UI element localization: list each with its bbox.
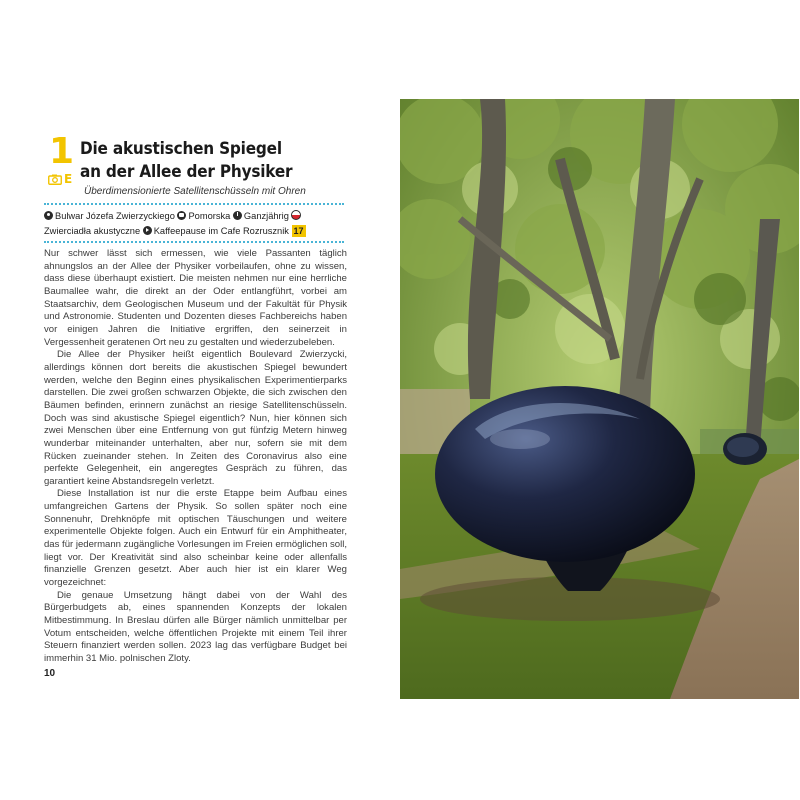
location-pin-icon bbox=[44, 211, 53, 220]
polish-flag-icon bbox=[291, 210, 301, 220]
chapter-number: 1 bbox=[49, 131, 75, 172]
paragraph-3: Diese Installation ist nur die erste Etappe beim Aufbau eines umfangreichen Gartens der Physik. So sollen später noch eine Sonnenuhr, Drehknöpfe mit optischen Täuschungen und weitere experimentelle Objekte folgen. Auch ein Entwurf für ein Amphitheater, das für jedermann zugängliche Vorlesungen im Freien ermöglichen soll, liegt vor. Der Kreativität sind also scheinbar keine oder allenfalls finanzielle Grenzen gesetzt. Aber auch hier ist ein klarer Weg vorgezeichnet: bbox=[44, 488, 348, 589]
photo-acoustic-mirror bbox=[400, 99, 799, 699]
info-polish-name-1: Zwierciadła bbox=[44, 226, 92, 236]
paragraph-1: Nur schwer lässt sich ermessen, wie viele Passanten täglich ahnungslos an der Allee der Physiker vorbeilaufen, ohne zu wissen, dass diese überhaupt existiert. Die meisten nehmen nur eine herrliche Baumallee wahr, die direkt an der Oder entlangführt, vorbei am Staatsarchiv, dem Geologischen Museum und der Fakultät für Physik und Astronomie. Studenten und Dozenten dieses Fachbereichs haben vor einigen Jahren die Initiative ergriffen, den seinerzeit in Vergessenheit geratenen Ort neu zu gestalten und wiederzubeleben. bbox=[44, 248, 347, 348]
coffee-break-icon bbox=[143, 226, 152, 235]
page-number: 10 bbox=[44, 668, 56, 679]
coffee-ref-badge: 17 bbox=[293, 226, 304, 236]
info-polish-name-2: akustyczne bbox=[93, 226, 141, 236]
divider-top bbox=[44, 203, 344, 205]
tram-icon bbox=[177, 211, 186, 220]
paragraph-4: Die genaue Umsetzung hängt dabei von der Wahl des Bürgerbudgets ab, eines spannenden Konzepts der lokalen Mitbestimmung. In Breslau dürfen alle Bürger nämlich unmittelbar per Votum entscheiden, welche öffentlichen Projekte mit einem Teil ihrer Steuern finanziert werden sollen. 2023 lag das verfügbare Budget bei immerhin 31 Mio. polnischen Zloty. bbox=[44, 589, 347, 664]
info-coffee: Kaffeepause im Cafe Rozrusznik bbox=[153, 226, 289, 236]
info-block bbox=[44, 209, 346, 239]
title-line-1: Die akustischen Spiegel bbox=[80, 139, 282, 159]
camera-icon bbox=[48, 174, 62, 185]
info-tram-stop: Pomorska bbox=[188, 211, 231, 221]
info-address: Bulwar Józefa Zwierzyckiego bbox=[55, 211, 175, 221]
divider-bottom bbox=[44, 241, 344, 243]
chapter-meta bbox=[48, 172, 72, 186]
difficulty-letter: E bbox=[64, 172, 73, 186]
info-hours: Ganzjährig bbox=[243, 211, 289, 221]
paragraph-2: Die Allee der Physiker heißt eigentlich Boulevard Zwierzycki, allerdings können dort bereits die akustischen Spiegel bewundert werden, welche den Beginn eines physikalischen Experimentierparks darstellen. Die zwei großen schwarzen Objekte, die sich zwischen den Bäumen befinden, erinnern zunächst an riesige Satellitenschüsseln. Doch was sind akustische Spiegel eigentlich? Nun, hier können sich zwei Menschen über eine Entfernung von gut fünfzig Metern hinweg wunderbar miteinander unterhalten, aber nur, sofern sie mit dem Rücken zueinander stehen. In Zeiten des Coronavirus also eine perfekte Gelegenheit, ein angeregtes Gespräch zu führen, das garantiert keine Abstandsregeln verletzt. bbox=[44, 349, 347, 487]
chapter-title bbox=[80, 138, 380, 184]
body-text bbox=[44, 248, 347, 666]
chapter-subtitle: Überdimensionierte Satellitenschüsseln mit Ohren bbox=[84, 186, 306, 197]
title-line-2: an der Allee der Physiker bbox=[80, 162, 293, 182]
clock-icon bbox=[233, 211, 242, 220]
